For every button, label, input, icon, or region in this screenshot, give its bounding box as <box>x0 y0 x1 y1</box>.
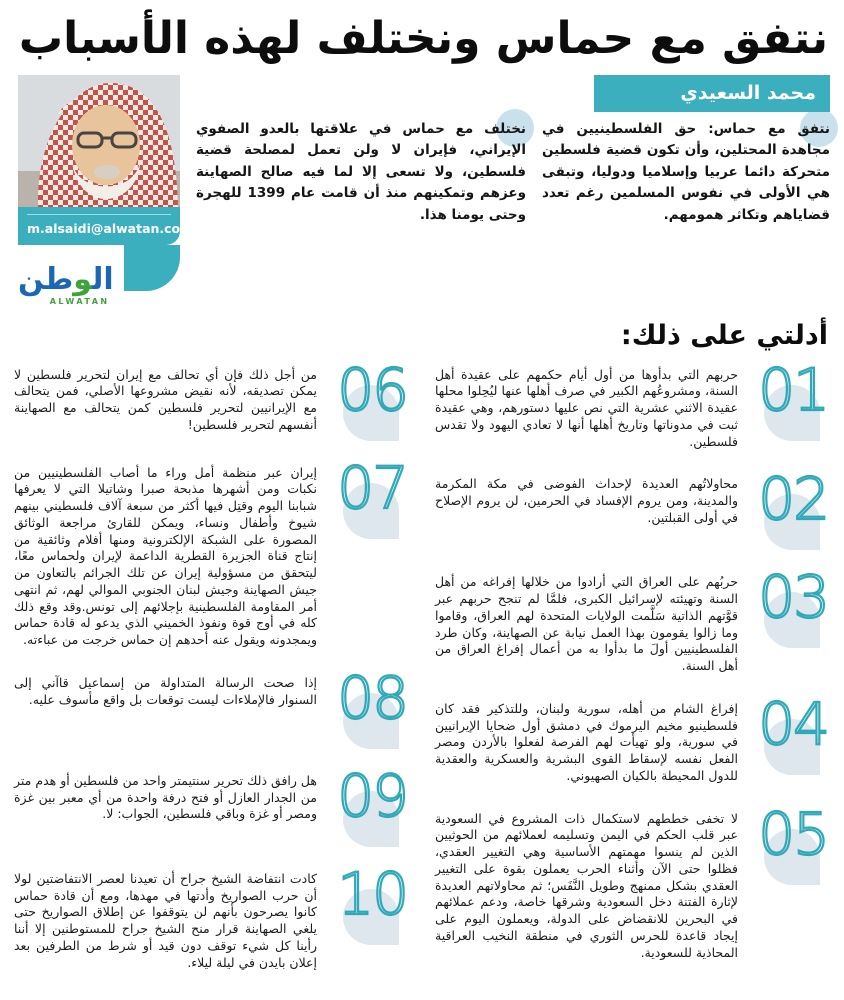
email-box <box>18 207 214 245</box>
teal-tail-shape <box>124 245 180 291</box>
item-number: 01 <box>758 355 828 424</box>
intro-disagree-text: نختلف مع حماس في علاقتها بالعدو الصفوي الإيراني، فإيران لا ولن تعمل لمصلحة قضية فلسطين، ولا تسعى إلا لما فيه صالح الصهاينة وعزهم وتمكينهم منذ أن قامت عام 1399 للهجرة وحتى يومنا هذا. <box>196 120 526 223</box>
author-email-link[interactable]: m.alsaidi@alwatan.com.sa <box>27 220 214 236</box>
item-number: 07 <box>337 453 407 522</box>
evidence-columns <box>14 355 830 972</box>
alwatan-logo-latin: ALWATAN <box>49 296 110 306</box>
alwatan-logo-arabic: الوطن <box>18 261 114 297</box>
item-number-badge <box>323 859 409 943</box>
evidence-item-07 <box>14 453 409 649</box>
item-text: إيران عبر منظمة أمل وراء ما أصاب الفلسطينيين من نكبات ومن أشهرها مذبحة صبرا وشاتيلا التي لا يعرفها شبابنا اليوم وقتِل فيها أكثر من سبعة آلاف فلسطيني بينهم شيوخ وأطفال ونساء، ويمكن للقارئ مراجعة الوثائق المصورة على الشبكة الإلكترونية ومنها أفلام وثائقية من إنتاج قناة الجزيرة القطرية الداعمة لإيران ولحماس معًا، ليتحقق من مسؤولية إيران عن تلك الجرائم بالتعاون من جيش الصهاينة وجيش لبنان الجنوبي الموالي لهم، ثم انتهى أمر المقاومة الفلسطينية بإجلائهم إلى تونس.وقد وقع ذلك كله في أوج قوة ونفوذ الخميني الذي يدعو له قادة حماس ويمجدونه ويقول عنه أحدهم إن حماس خرجت من عباءته. <box>14 464 317 648</box>
evidence-item-06 <box>14 355 409 439</box>
item-number: 04 <box>758 689 828 758</box>
evidence-item-02 <box>435 465 830 548</box>
top-section <box>14 75 830 306</box>
item-number-badge <box>323 453 409 537</box>
evidence-column-right <box>435 355 830 972</box>
item-number: 02 <box>758 465 828 534</box>
item-number-badge <box>744 465 830 548</box>
item-number-badge <box>744 355 830 439</box>
evidence-item-09 <box>14 761 409 845</box>
evidence-item-10 <box>14 859 409 972</box>
item-text: هل رافق ذلك تحرير سنتيمتر واحد من فلسطين أو هدم متر من الجدار العازل أو فتح درفة واحدة من أي معبر بين غزة ومصر أو غزة وباقي فلسطين، الجواب: لا. <box>14 772 317 822</box>
evidence-item-04 <box>435 689 830 785</box>
item-number-badge <box>323 355 409 439</box>
item-text: حربهم التي بدأوها من أول أيام حكمهم على عقيدة أهل السنة، ومشروعُهم الكبير في صرف أهلها عنها ليُحِلوا محلها عقيدة الاثني عشرية التي نص عليها دستورهم، وهي عقيدة ثبت في مدوناتها وتاريخ أهلها أنها لا تعادي اليهود ولا تقدس فلسطين. <box>435 366 738 449</box>
intro-agree-text: نتفق مع حماس: حق الفلسطينيين في مجاهدة المحتلين، وأن تكون قضية فلسطين متحركة دائما عربيا وإسلاميا ودوليا، وتبقى هي الأولى في نفوس المسلمين رغم تعدد قضاياهم وتكاثر همومهم. <box>542 120 830 223</box>
item-text: لا تخفى خططهم لاستكمال ذات المشروع في السعودية عبر قلب الحكم في اليمن وتسليمه لعملائهم من الحوثيين الذين لم ينسوا مهمتهم الأساسية وهي التغيير العقدي، فظلوا حتى الآن وأثناء الحرب يعملون بقوة على التغيير العقدي بشكل ممنهج وطويل النَّفَس؛ ثم محاولاتهم العديدة لإثارة الفتنة دخل السعودية وشرقها خاصة، ودعم عملائهم في البحرين للانقضاض على الدولة، ويعملون اليوم على إيجاد قاعدة للحرس الثوري في منطقة النخيب العراقية المحاذية للسعودية. <box>435 810 738 960</box>
item-text: إذا صحت الرسالة المتداولة من إسماعيل قاآني إلى السنوار فالإملاءات ليست توقعات بل واقع مأسوف عليه. <box>14 674 317 707</box>
item-number: 10 <box>337 859 407 928</box>
author-card <box>18 75 214 306</box>
intro-disagree-column <box>196 75 526 306</box>
divider <box>27 214 171 215</box>
item-number: 03 <box>758 563 828 632</box>
item-text: كادت انتفاضة الشيخ جراح أن تعيدنا لعصر الانتفاضتين لولا أن حرب الصواريخ وأدتها في مهدها، ومع أن قادة حماس كانوا يصرحون بأنهم لن يتوقفوا عن إطلاق الصواريخ حتى يلغي الصهاينة قرار منح الشيخ جراح للمستوطنين إلا أننا رأينا كل شيء توقف دون قيد أو شرط من الطرفين بعد إعلان بايدن في ليلة ليلاء. <box>14 870 317 970</box>
evidence-heading: أدلتي على ذلك: <box>620 319 828 351</box>
item-text: من أجل ذلك فإن أي تحالف مع إيران لتحرير فلسطين لا يمكن تصديقه، لأنه نقيض مشروعها الأصلي، فمن يتحالف مع الإيرانيين لتحرير فلسطين كمن يتحالف مع الصهاينة أنفسهم لتحرير فلسطين! <box>14 366 317 432</box>
article-title: نتفق مع حماس ونختلف لهذه الأسباب <box>18 13 828 64</box>
evidence-item-05 <box>435 799 830 962</box>
item-number: 06 <box>337 355 407 424</box>
item-number-badge <box>744 799 830 883</box>
alwatan-logo[interactable] <box>18 261 114 306</box>
evidence-item-08 <box>14 663 409 747</box>
item-text: حربُهم على العراق التي أرادوا من خلالها إفراغه من أهل السنة وتهيئته لإسرائيل الكبرى، فلمَّا لم تنجح حربهم عبر قوَّتهم الذاتية سَلَّمت الولايات المتحدة لهم العراق، وقاموا وما زالوا يقومون بهذا العمل نيابة عن الصهاينة، وكان طرد الفلسطينيين أولَ ما بدأوا به من أعمال إفراغ العراق من أهل السنة. <box>435 574 738 674</box>
item-number-badge <box>744 563 830 646</box>
author-name-badge: محمد السعيدي <box>594 75 830 112</box>
card-tail-row <box>18 245 180 306</box>
item-number: 08 <box>337 663 407 732</box>
item-number: 05 <box>758 799 828 868</box>
item-number-badge <box>323 663 409 747</box>
item-number: 09 <box>337 761 407 830</box>
author-column <box>14 75 214 306</box>
evidence-item-01 <box>435 355 830 451</box>
item-number-badge <box>323 761 409 845</box>
item-text: محاولاتُهم العديدة لإحداث الفوضى في مكة المكرمة والمدينة، ومن يروم الإفساد في الحرمين، لن يروم الإصلاح في أولى القبلتين. <box>435 476 738 525</box>
item-text: إفراغ الشام من أهله، سورية ولبنان، وللتذكير فقد كان فلسطينيو مخيم اليرموك في دمشق أول ضحايا الإيرانيين في سورية، ولو تهيأت لهم الفرصة لفعلوا بالأردن ومصر الفعل نفسه لإسقاط القوى البشرية والعسكرية والعقدية للدول المحيطة بالكيان الصهيوني. <box>435 700 738 783</box>
evidence-item-03 <box>435 563 830 675</box>
author-photo <box>18 75 180 207</box>
item-number-badge <box>744 689 830 773</box>
evidence-column-left <box>14 355 409 972</box>
